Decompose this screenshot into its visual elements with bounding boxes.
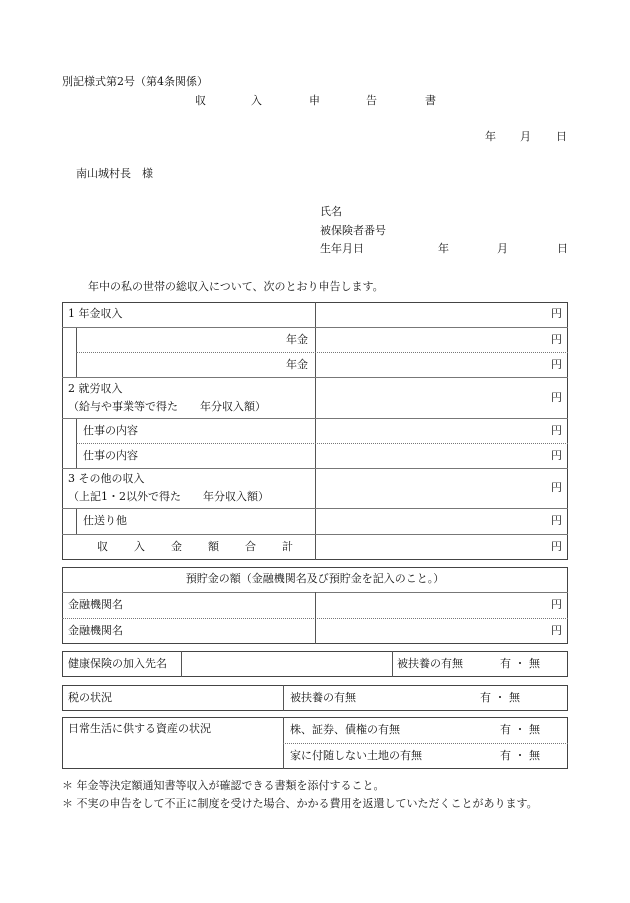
insured-number-label: 被保険者番号 — [320, 224, 386, 237]
savings-header: 預貯金の額（金融機関名及び預貯金を記入のこと。） — [185, 572, 445, 585]
bank-name-label: 金融機関名 — [68, 624, 123, 637]
title-char: 収 — [195, 94, 206, 107]
income-table-divider — [315, 302, 316, 560]
row-divider — [283, 743, 568, 744]
other-header: 3 その他の収入 — [68, 472, 145, 485]
row-divider — [62, 534, 568, 535]
form-number: 別記様式第2号（第4条関係） — [62, 75, 208, 88]
total-char: 収 — [97, 540, 108, 553]
yen-label: 円 — [551, 624, 562, 637]
other-subheader: （上記1・2以外で得た 年分収入額） — [68, 490, 269, 503]
tax-dependent-label: 被扶養の有無 — [290, 691, 356, 704]
yen-label: 円 — [551, 449, 562, 462]
other-row-label: 仕送り他 — [83, 514, 127, 527]
health-dependent-label: 被扶養の有無 — [397, 657, 463, 670]
date-day-label: 日 — [556, 130, 567, 143]
row-divider — [62, 508, 568, 509]
birth-date-label: 生年月日 — [320, 242, 364, 255]
yen-label: 円 — [551, 481, 562, 494]
securities-label: 株、証券、債権の有無 — [290, 723, 400, 736]
yen-label: 円 — [551, 540, 562, 553]
yen-label: 円 — [551, 358, 562, 371]
work-row-label: 仕事の内容 — [83, 424, 138, 437]
health-insurance-label: 健康保険の加入先名 — [68, 657, 167, 670]
statement: 年中の私の世帯の総収入について、次のとおり申告します。 — [88, 280, 384, 293]
row-divider — [62, 418, 568, 419]
health-divider — [392, 651, 393, 677]
work-subheader: （給与や事業等で得た 年分収入額） — [68, 400, 266, 413]
yen-label: 円 — [551, 598, 562, 611]
row-divider — [62, 327, 568, 328]
yen-label: 円 — [551, 514, 562, 527]
total-char: 入 — [134, 540, 145, 553]
bank-name-label: 金融機関名 — [68, 598, 123, 611]
pension-row-label: 年金 — [286, 333, 308, 346]
securities-choice: 有 ・ 無 — [500, 723, 540, 736]
row-divider — [62, 468, 568, 469]
row-divider — [76, 443, 568, 444]
other-indent-line — [76, 508, 77, 534]
title-char: 入 — [251, 94, 262, 107]
title-char: 書 — [425, 94, 436, 107]
total-char: 額 — [208, 540, 219, 553]
note: ＊ 年金等決定額通知書等収入が確認できる書類を添付すること。 — [62, 779, 385, 792]
row-divider — [76, 352, 568, 353]
yen-label: 円 — [551, 391, 562, 404]
health-divider — [181, 651, 182, 677]
total-char: 金 — [171, 540, 182, 553]
total-char: 合 — [245, 540, 256, 553]
savings-divider — [315, 592, 316, 644]
birth-month-label: 月 — [497, 242, 508, 255]
addressee: 南山城村長 様 — [76, 167, 153, 180]
pension-row-label: 年金 — [286, 358, 308, 371]
note: ＊ 不実の申告をして不正に制度を受けた場合、かかる費用を返還していただくことがあります。 — [62, 797, 538, 810]
land-choice: 有 ・ 無 — [500, 749, 540, 762]
date-month-label: 月 — [520, 130, 531, 143]
total-char: 計 — [282, 540, 293, 553]
tax-divider — [283, 685, 284, 711]
yen-label: 円 — [551, 424, 562, 437]
date-year-label: 年 — [485, 130, 496, 143]
land-label: 家に付随しない土地の有無 — [290, 749, 422, 762]
work-row-label: 仕事の内容 — [83, 449, 138, 462]
pension-header: 1 年金収入 — [68, 307, 123, 320]
birth-year-label: 年 — [438, 242, 449, 255]
title-char: 告 — [366, 94, 377, 107]
birth-day-label: 日 — [557, 242, 568, 255]
yen-label: 円 — [551, 333, 562, 346]
tax-dependent-choice: 有 ・ 無 — [480, 691, 520, 704]
assets-label: 日常生活に供する資産の状況 — [68, 722, 211, 735]
work-header: 2 就労収入 — [68, 382, 123, 395]
tax-status-label: 税の状況 — [68, 691, 112, 704]
name-label: 氏名 — [320, 205, 342, 218]
health-dependent-choice: 有 ・ 無 — [500, 657, 540, 670]
row-divider — [62, 377, 568, 378]
title-char: 申 — [309, 94, 320, 107]
yen-label: 円 — [551, 307, 562, 320]
